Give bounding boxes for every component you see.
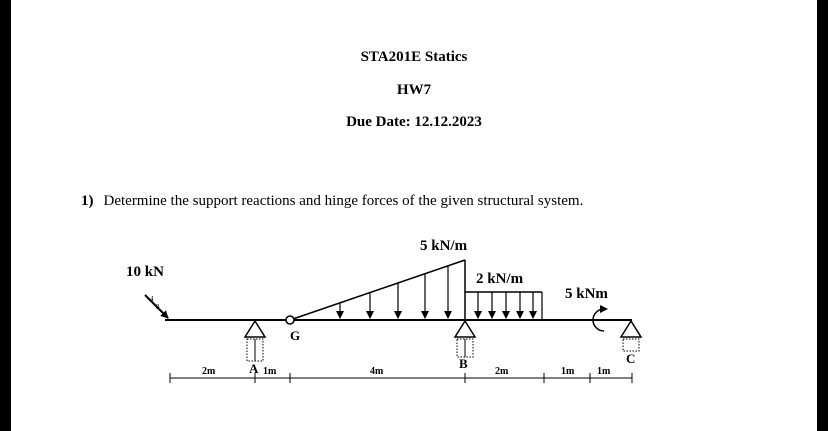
homework-title: HW7: [396, 82, 432, 98]
dim-2m-left: 2m: [202, 366, 216, 377]
svg-text:3: 3: [156, 303, 160, 311]
label-c: C: [626, 351, 636, 366]
dim-1m-second: 1m: [597, 366, 611, 377]
dim-1m-a-g: 1m: [263, 366, 277, 377]
point-load-label: 10 kN: [126, 264, 164, 280]
hinge-g: [286, 316, 294, 324]
support-a-pin: [245, 321, 265, 361]
triangular-load-label: 5 kN/m: [420, 238, 468, 254]
point-load-arrow: [145, 295, 168, 318]
label-a: A: [249, 361, 259, 376]
uniform-load: [465, 292, 542, 320]
label-b: B: [459, 356, 468, 371]
due-date: Due Date: 12.12.2023: [346, 114, 482, 130]
moment-arrow: [593, 305, 608, 331]
support-b-pin: [455, 321, 475, 357]
question-text: Determine the support reactions and hinge forces of the given structural system.: [103, 193, 584, 209]
dim-2m-right: 2m: [495, 366, 509, 377]
label-g: G: [290, 328, 301, 343]
svg-text:4: 4: [150, 295, 154, 303]
moment-label: 5 kNm: [565, 286, 608, 302]
course-title: STA201E Statics: [360, 49, 468, 65]
dim-4m: 4m: [370, 366, 384, 377]
dim-1m-first: 1m: [561, 366, 575, 377]
question-number: 1): [81, 193, 94, 209]
support-c-pin: [621, 321, 641, 351]
triangular-load: [290, 260, 465, 320]
uniform-load-label: 2 kN/m: [476, 271, 524, 287]
